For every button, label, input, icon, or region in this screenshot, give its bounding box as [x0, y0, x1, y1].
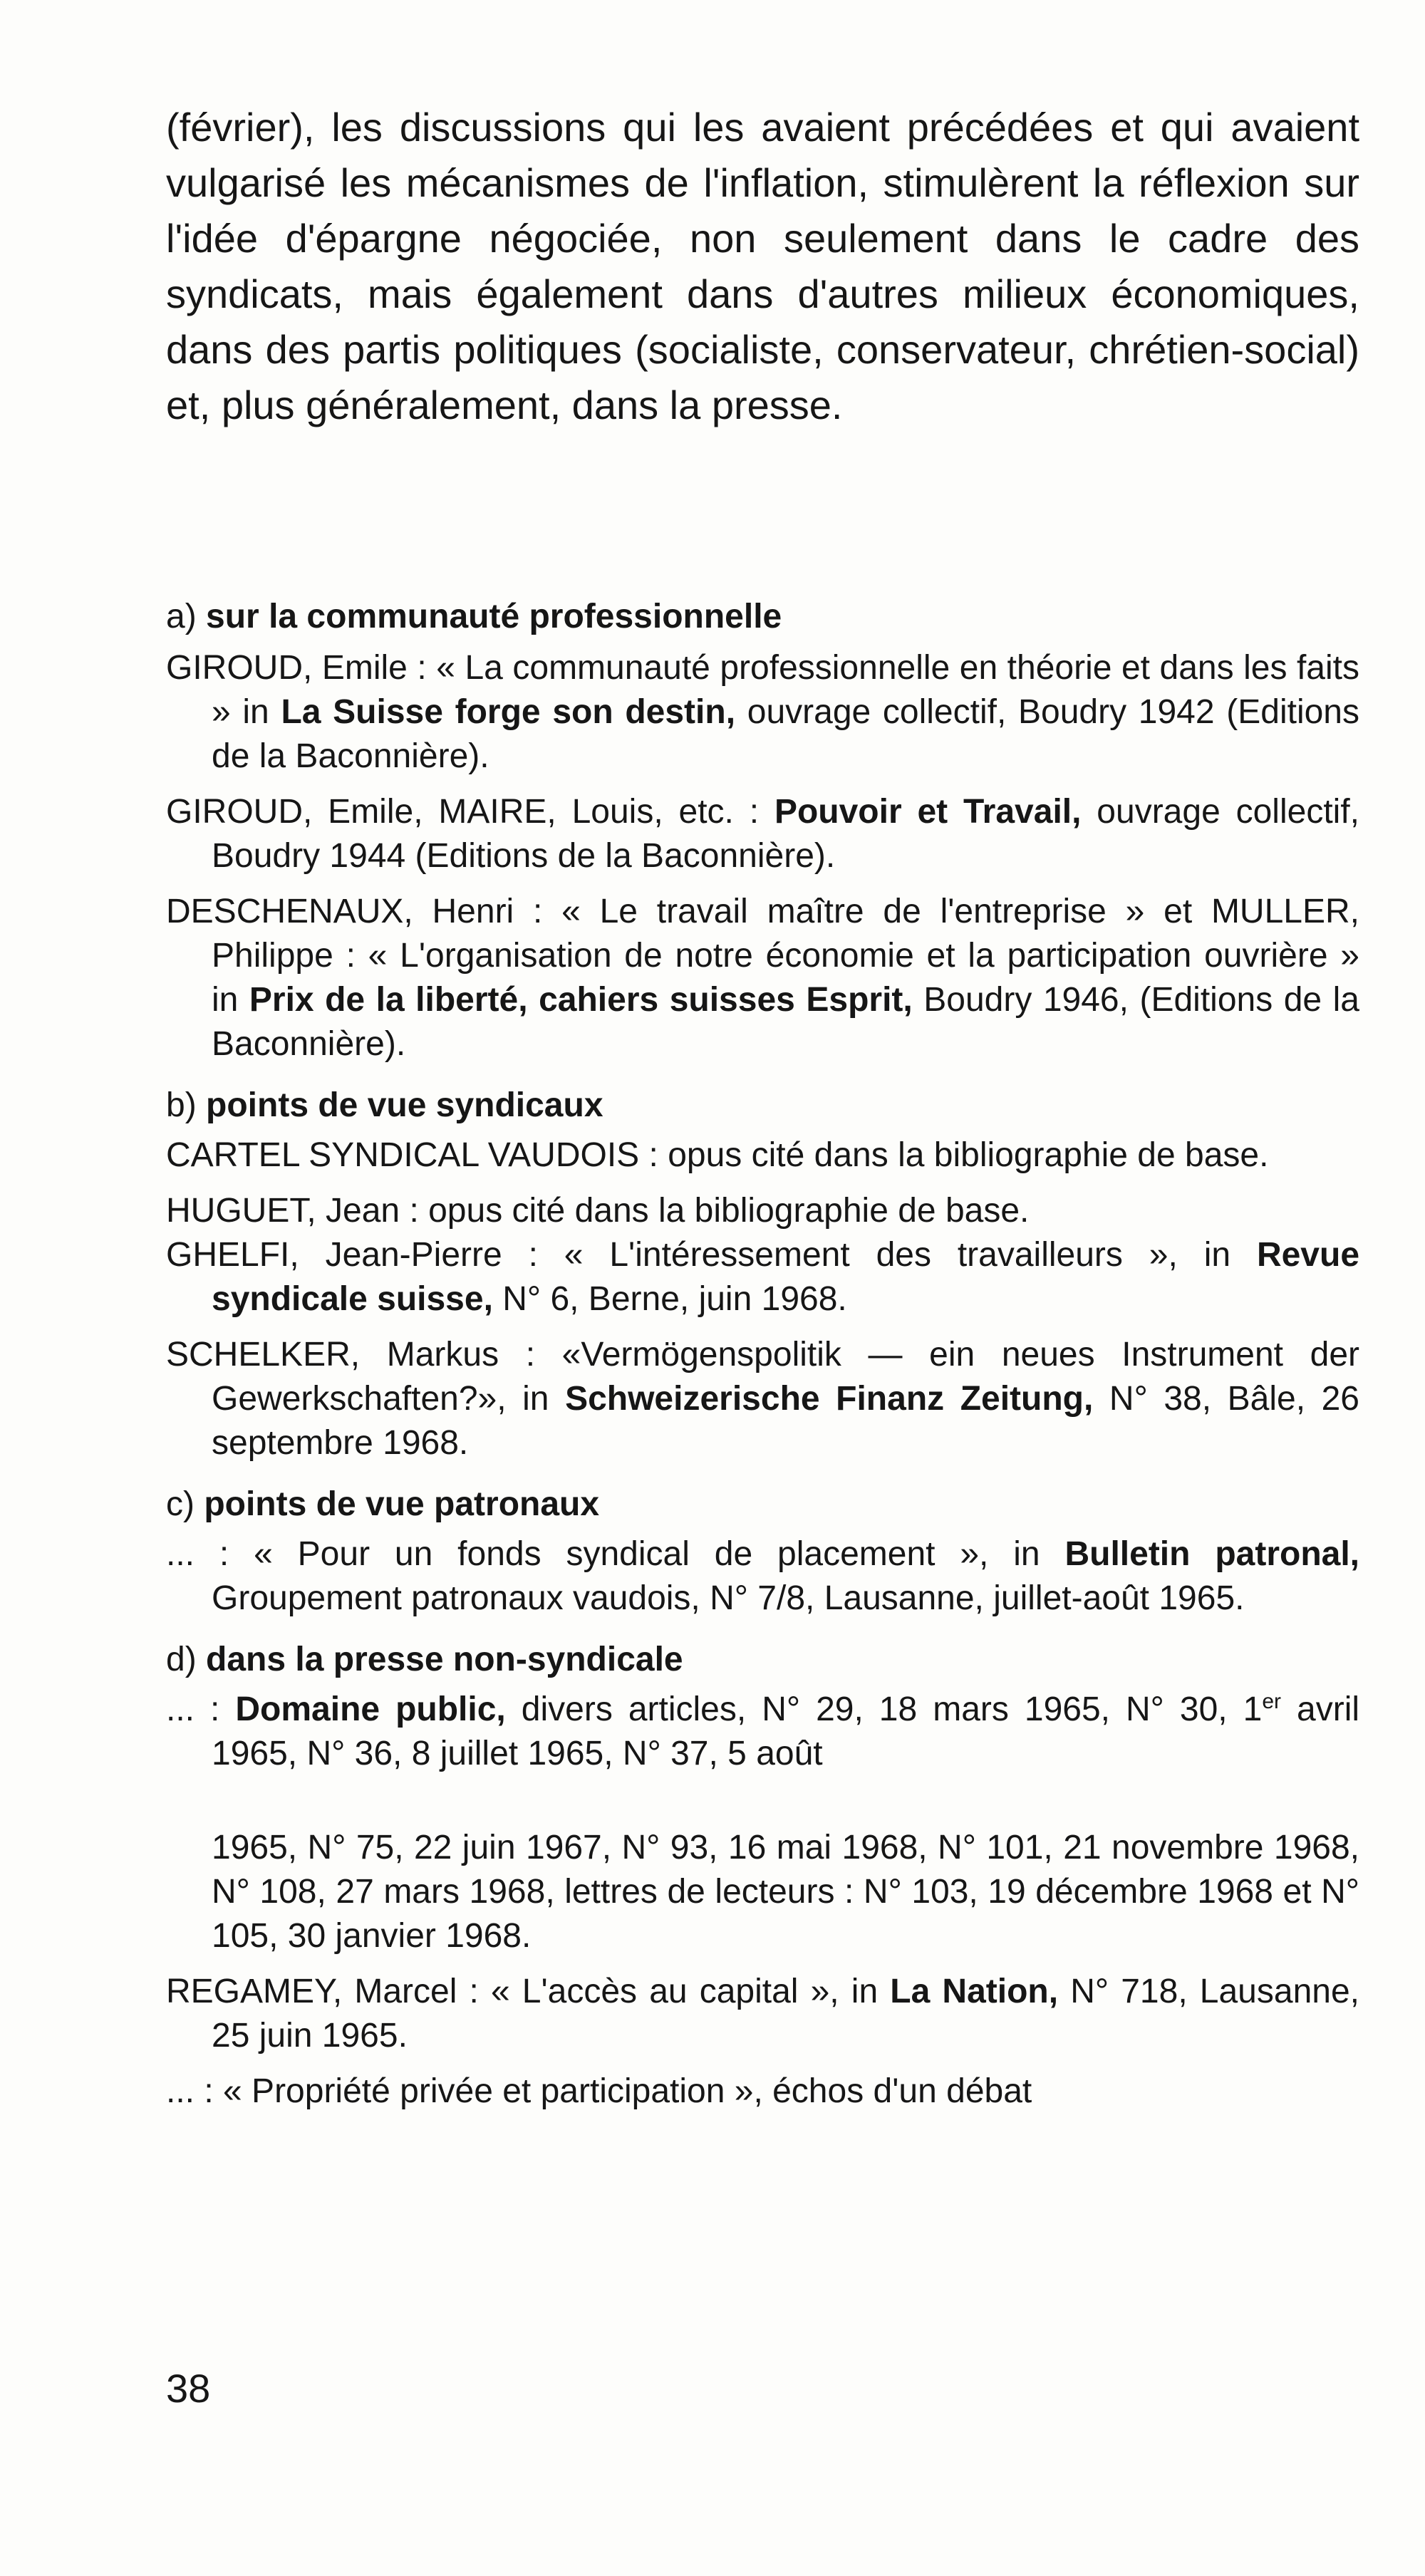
bib-entry [166, 646, 1359, 779]
section-c [166, 1482, 1359, 1621]
entry-details: Groupement patronaux vaudois, N° 7/8, Lausanne, juillet-août 1965. [212, 1579, 1245, 1617]
entry-author: ... : [166, 2072, 224, 2110]
entry-author: DESCHENAUX, Henri : [166, 893, 562, 930]
entry-text: « Pour un fonds syndical de placement », in [254, 1535, 1065, 1573]
section-heading [166, 595, 1359, 639]
entry-source: Prix de la liberté, cahiers suisses Esprit, [249, 981, 913, 1019]
section-title: sur la communauté professionnelle [206, 598, 782, 635]
section-letter: d) [166, 1641, 197, 1678]
entry-author: ... : [166, 1690, 236, 1728]
entry-author: GIROUD, Emile : [166, 649, 437, 687]
blank-gap [166, 1776, 1359, 1826]
intro-paragraph: (février), les discussions qui les avaient précédées et qui avaient vulgarisé les mécanismes de l'inflation, stimulèrent la réflexion sur l'idée d'épargne négociée, non seulement dans le cadre des syndicats, mais également dans d'autres milieux économiques, dans des partis politiques (socialiste, conservateur, chrétien-social) et, plus généralement, dans la presse. [166, 105, 1359, 427]
entry-text: « Le travail maître de l'entreprise » et MULLER, Philippe : « L'organisation de notre économie et la participation ouvrière » in [212, 893, 1359, 1019]
entry-author: REGAMEY, Marcel : [166, 1973, 491, 2010]
bib-entry [166, 890, 1359, 1066]
section-d [166, 1638, 1359, 2114]
entry-details: N° 6, Berne, juin 1968. [492, 1280, 847, 1318]
section-letter: a) [166, 598, 197, 635]
section-title: points de vue syndicaux [206, 1086, 603, 1124]
entry-text: « Propriété privée et participation », échos d'un débat [223, 2072, 1032, 2110]
entry-source: La Nation, [890, 1973, 1059, 2010]
entry-text: « La communauté professionnelle en théorie et dans les faits » in [212, 649, 1360, 731]
section-heading [166, 1638, 1359, 1682]
entry-details: Boudry 1946, (Editions de la Baconnière). [212, 981, 1359, 1063]
bibliography [166, 595, 1359, 2131]
entry-source: Schweizerische Finanz Zeitung, [565, 1380, 1094, 1418]
entry-text: « L'accès au capital », in [490, 1973, 891, 2010]
entry-text: divers articles, N° 29, 18 mars 1965, N° 30, 1 [505, 1690, 1263, 1728]
bib-entry [166, 2069, 1359, 2114]
section-letter: c) [166, 1485, 195, 1523]
section-title: points de vue patronaux [204, 1485, 600, 1523]
section-letter: b) [166, 1086, 197, 1124]
entry-author: HUGUET, Jean : [166, 1192, 429, 1230]
entry-author: GHELFI, Jean-Pierre : [166, 1236, 564, 1274]
page-number: 38 [166, 2366, 211, 2411]
bib-entry [166, 1133, 1359, 1178]
bib-entry [166, 790, 1359, 878]
entry-author: ... : [166, 1535, 254, 1573]
entry-text: « L'intéressement des travailleurs », in [564, 1236, 1257, 1274]
entry-details: N° 718, Lausanne, 25 juin 1965. [212, 1973, 1359, 2055]
entry-details: ouvrage collectif, Boudry 1944 (Editions de la Baconnière). [212, 793, 1360, 875]
entry-text: avril 1965, N° 36, 8 juillet 1965, N° 37, 5 août [212, 1690, 1360, 1772]
entry-details: N° 38, Bâle, 26 septembre 1968. [212, 1380, 1359, 1462]
entry-author: SCHELKER, Markus : [166, 1336, 562, 1373]
bib-entry [166, 1688, 1359, 1776]
section-title: dans la presse non-syndicale [206, 1641, 683, 1678]
section-b [166, 1084, 1359, 1465]
entry-details: ouvrage collectif, Boudry 1942 (Editions de la Baconnière). [212, 693, 1359, 775]
section-heading [166, 1482, 1359, 1527]
entry-text: «Vermögenspolitik — ein neues Instrument der Gewerkschaften?», in [212, 1336, 1360, 1418]
bib-entry [166, 1233, 1359, 1321]
ordinal-superscript: er [1262, 1690, 1281, 1713]
entry-text: opus cité dans la bibliographie de base. [668, 1136, 1269, 1174]
bib-entry [166, 1189, 1359, 1233]
bib-entry [166, 1333, 1359, 1465]
entry-continuation: 1965, N° 75, 22 juin 1967, N° 93, 16 mai 1968, N° 101, 21 novembre 1968, N° 108, 27 mars 1968, lettres de lecteurs : N° 103, 19 décembre 1968 et N° 105, 30 janvier 1968. [212, 1829, 1359, 1955]
entry-text: opus cité dans la bibliographie de base. [428, 1192, 1030, 1230]
entry-source: Revue syndicale suisse, [212, 1236, 1360, 1318]
section-heading [166, 1084, 1359, 1128]
entry-source: Bulletin patronal, [1064, 1535, 1360, 1573]
bib-entry [166, 1532, 1359, 1621]
entry-source: La Suisse forge son destin, [281, 693, 736, 731]
section-a [166, 595, 1359, 1066]
entry-source: Domaine public, [235, 1690, 506, 1728]
entry-author: GIROUD, Emile, MAIRE, Louis, etc. : [166, 793, 774, 831]
bib-entry [166, 1970, 1359, 2058]
entry-source: Pouvoir et Travail, [774, 793, 1082, 831]
entry-author: CARTEL SYNDICAL VAUDOIS : [166, 1136, 668, 1174]
